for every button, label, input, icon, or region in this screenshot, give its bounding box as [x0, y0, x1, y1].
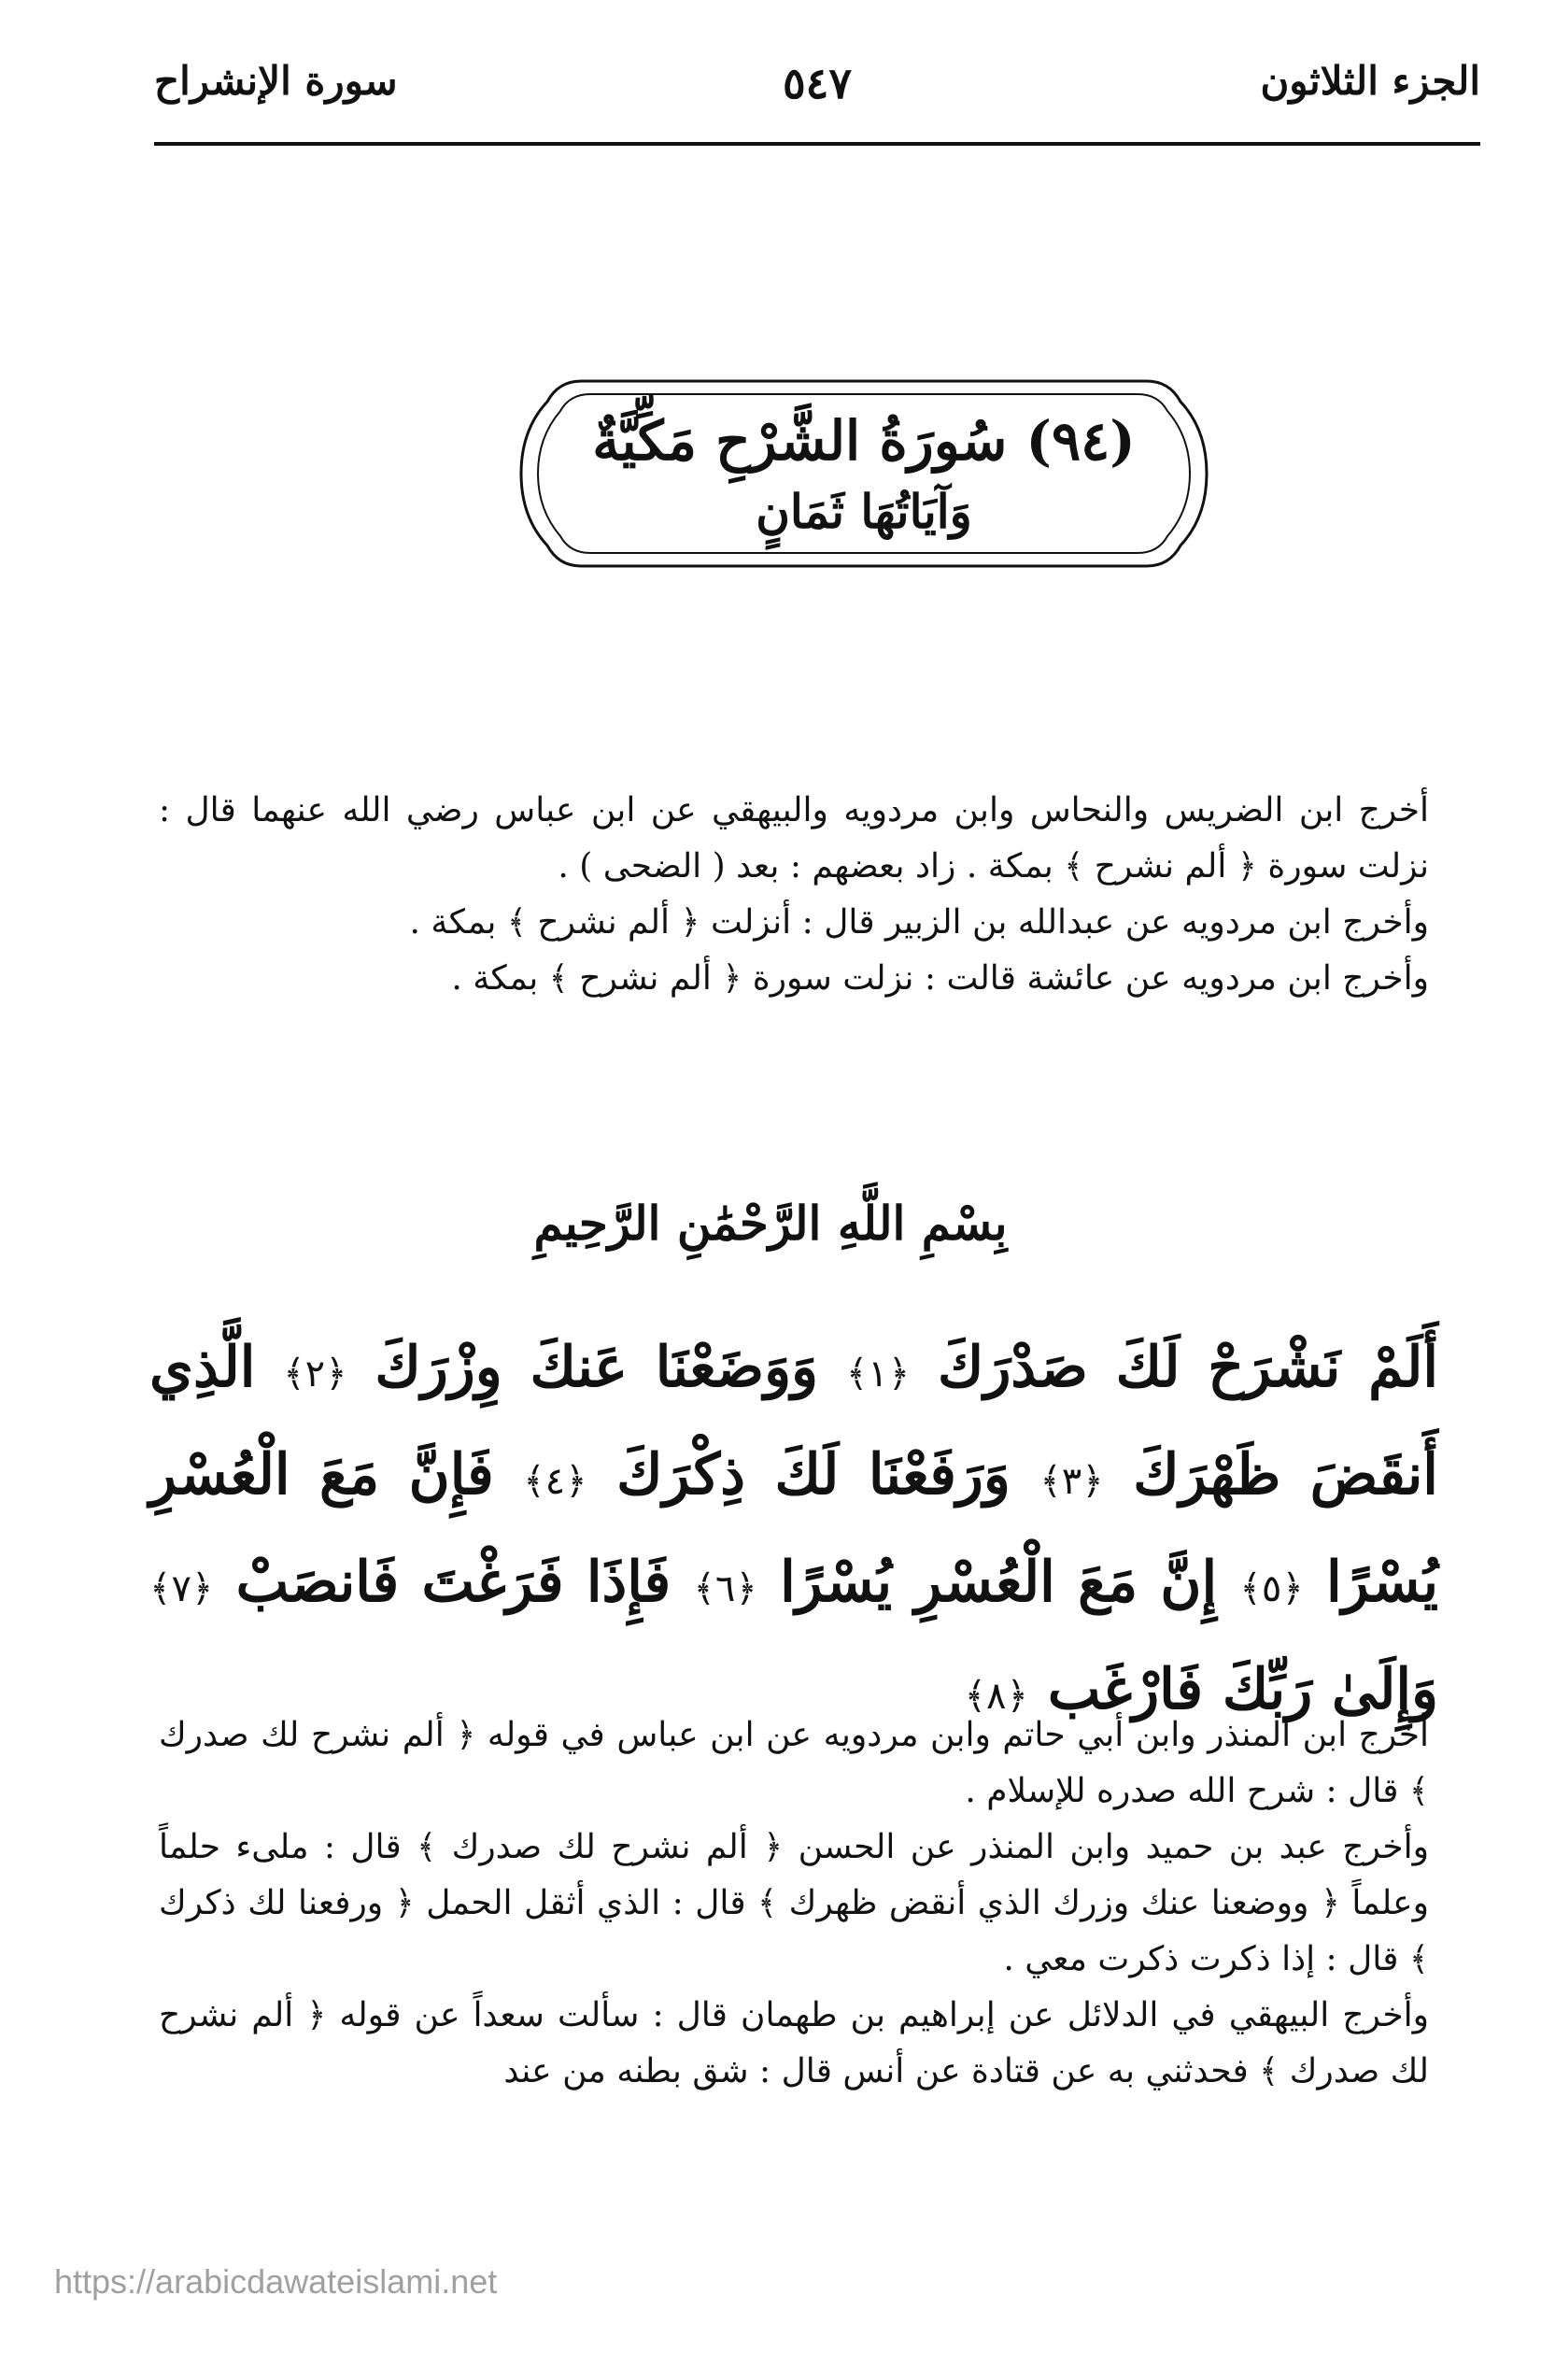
surah-title: (٩٤) سُورَةُ الشَّرْحِ مَكِّيَّةٌ: [592, 409, 1136, 473]
tafsir-section: [159, 1707, 1429, 2100]
surah-verse-count: وَآيَاتُهَا ثَمَانٍ: [756, 484, 972, 539]
header-divider: [154, 142, 1480, 146]
verse-text: فَإِنَّ مَعَ الْعُسْرِ يُسْرًا: [149, 1442, 1439, 1615]
juz-label: الجزء الثلاثون: [1260, 58, 1480, 104]
intro-section: [159, 783, 1429, 1007]
surah-running-title: سورة الإنشراح: [154, 58, 398, 104]
ayah-marker: ﴿٤﴾: [523, 1460, 587, 1503]
verse-text: وَرَفَعْنَا لَكَ ذِكْرَكَ: [616, 1442, 1011, 1508]
ayah-marker: ﴿٢﴾: [283, 1353, 347, 1395]
verse-text: الَّذِي أَنقَضَ ظَهْرَكَ: [149, 1335, 1438, 1508]
ayah-marker: ﴿٨﴾: [964, 1675, 1028, 1718]
ayah-marker: ﴿١﴾: [845, 1353, 911, 1395]
ayah-marker: ﴿٦﴾: [693, 1567, 757, 1610]
surah-title-cartouche: [516, 374, 1212, 574]
quran-verses: [149, 1317, 1438, 1747]
basmala: بِسْمِ اللَّهِ الرَّحْمَٰنِ الرَّحِيمِ: [533, 1196, 1008, 1251]
verse-text: إِنَّ مَعَ الْعُسْرِ يُسْرًا: [780, 1550, 1218, 1615]
ayah-marker: ﴿٣﴾: [1039, 1460, 1104, 1503]
verse-text: فَإِذَا فَرَغْتَ فَانصَبْ: [235, 1550, 672, 1615]
watermark-url: https://arabicdawateislami.net: [54, 2262, 498, 2301]
ayah-marker: ﴿٥﴾: [1239, 1567, 1304, 1610]
tafsir-paragraph: أخرج ابن المنذر وابن أبي حاتم وابن مردويه عن ابن عباس في قوله ﴿ ألم نشرح لك صدرك ﴾ قال : شرح الله صدره للإسلام .: [159, 1716, 1429, 1810]
intro-paragraph: وأخرج ابن مردويه عن عائشة قالت : نزلت سورة ﴿ ألم نشرح ﴾ بمكة .: [451, 959, 1429, 998]
running-header: [154, 58, 1480, 133]
intro-paragraph: وأخرج ابن مردويه عن عبدالله بن الزبير قال : أنزلت ﴿ ألم نشرح ﴾ بمكة .: [409, 903, 1429, 942]
tafsir-paragraph: وأخرج البيهقي في الدلائل عن إبراهيم بن طهمان قال : سألت سعداً عن قوله ﴿ ألم نشرح لك صدرك ﴾ فحدثني به عن قتادة عن أنس قال : شق بطنه من عند: [159, 1996, 1429, 2090]
verse-text: أَلَمْ نَشْرَحْ لَكَ صَدْرَكَ: [938, 1335, 1439, 1400]
ayah-marker: ﴿٧﴾: [149, 1567, 214, 1610]
page-number: ٥٤٧: [782, 58, 853, 108]
verse-text: وَوَضَعْنَا عَنكَ وِزْرَكَ: [375, 1335, 819, 1400]
tafsir-paragraph: وأخرج عبد بن حميد وابن المنذر عن الحسن ﴿ ألم نشرح لك صدرك ﴾ قال : ملىء حلماً وعلماً ﴿ ووضعنا عنك وزرك الذي أنقض ظهرك ﴾ قال : الذي أثقل الحمل ﴿ ورفعنا لك ذكرك ﴾ قال : إذا ذكرت ذكرت معي .: [159, 1828, 1429, 1978]
cartouche-frame: [516, 374, 1212, 574]
verse-text: وَإِلَىٰ رَبِّكَ فَارْغَب: [1047, 1657, 1438, 1722]
intro-paragraph: أخرج ابن الضريس والنحاس وابن مردويه والبيهقي عن ابن عباس رضي الله عنهما قال : نزلت سورة ﴿ ألم نشرح ﴾ بمكة . زاد بعضهم : بعد ( الضحى ) .: [159, 791, 1429, 885]
